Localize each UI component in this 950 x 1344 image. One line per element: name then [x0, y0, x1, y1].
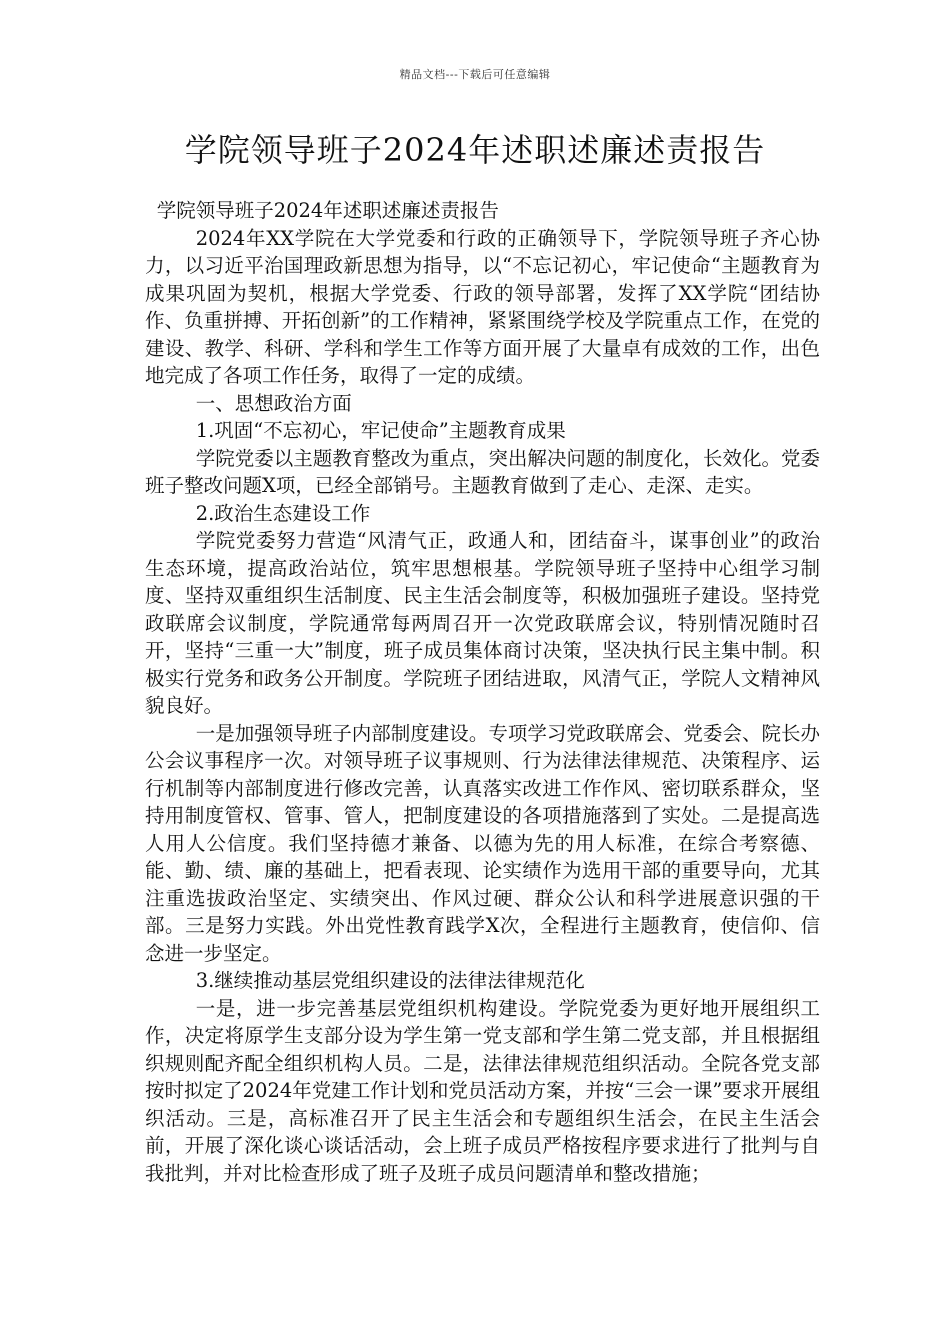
section-heading-ideology: 一、思想政治方面: [195, 391, 352, 415]
paragraph-political-ecology: 学院党委努力营造“风清气正，政通人和，团结奋斗，谋事创业”的政治生态环境，提高政治站位，筑牢思想根基。学院领导班子坚持中心组学习制度、坚持双重组织生活制度、民主生活会制度等，积极加强班子建设。坚持党政联席会议制度，学院通常每两周召开一次党政联席会议，特别情况随时召开，坚持“三重一大”制度，班子成员集体商讨决策，坚决执行民主集中制。积极实行党务和政务公开制度。学院班子团结进取，风清气正，学院人文精神风貌良好。: [145, 529, 820, 717]
document-title: 学院领导班子2024年述职述廉述责报告: [184, 131, 766, 169]
paragraph-intro: 2024年XX学院在大学党委和行政的正确领导下，学院领导班子齐心协力，以习近平治国理政新思想为指导，以“不忘记初心，牢记使命“主题教育为成果巩固为契机，根据大学党委、行政的领导部署，发挥了XX学院“团结协作、负重拼搏、开拓创新”的工作精神，紧紧围绕学校及学院重点工作，在党的建设、教学、科研、学科和学生工作等方面开展了大量卓有成效的工作，出色地完成了各项工作任务，取得了一定的成绩。: [145, 226, 820, 387]
document-body: [145, 197, 820, 1187]
subsection-heading-1: 1.巩固“不忘初心，牢记使命”主题教育成果: [195, 419, 566, 442]
header-note: 精品文档---下载后可任意编辑: [399, 68, 551, 81]
subsection-heading-3: 3.继续推动基层党组织建设的法律法律规范化: [195, 969, 585, 992]
paragraph-grassroots-organization: 一是，进一步完善基层党组织机构建设。学院党委为更好地开展组织工作，决定将原学生支部分设为学生第一党支部和学生第二党支部，并且根据组织规则配齐配全组织机构人员。二是，法律法律规范组织活动。全院各党支部按时拟定了2024年党建工作计划和党员活动方案，并按“三会一课”要求开展组织活动。三是，高标准召开了民主生活会和专题组织生活会，在民主生活会前，开展了深化谈心谈话活动，会上班子成员严格按程序要求进行了批判与自我批判，并对比检查形成了班子及班子成员问题清单和整改措施；: [145, 996, 820, 1185]
paragraph-theme-education: 学院党委以主题教育整改为重点，突出解决问题的制度化，长效化。党委班子整改问题X项，已经全部销号。主题教育做到了走心、走深、走实。: [145, 446, 820, 497]
paragraph-system-building: 一是加强领导班子内部制度建设。专项学习党政联席会、党委会、院长办公会议事程序一次。对领导班子议事规则、行为法律法律规范、决策程序、运行机制等内部制度进行修改完善，认真落实改进工作作风、密切联系群众，坚持用制度管权、管事、管人，把制度建设的各项措施落到了实处。二是提高选人用人公信度。我们坚持德才兼备、以德为先的用人标准，在综合考察德、能、勤、绩、廉的基础上，把看表现、论实绩作为选用干部的重要导向，尤其注重选拔政治坚定、实绩突出、作风过硬、群众公认和科学进展意识强的干部。三是努力实践。外出党性教育践学X次，全程进行主题教育，使信仰、信念进一步坚定。: [145, 721, 820, 965]
subsection-heading-2: 2.政治生态建设工作: [195, 501, 371, 525]
body-subtitle: 学院领导班子2024年述职述廉述责报告: [156, 199, 499, 222]
